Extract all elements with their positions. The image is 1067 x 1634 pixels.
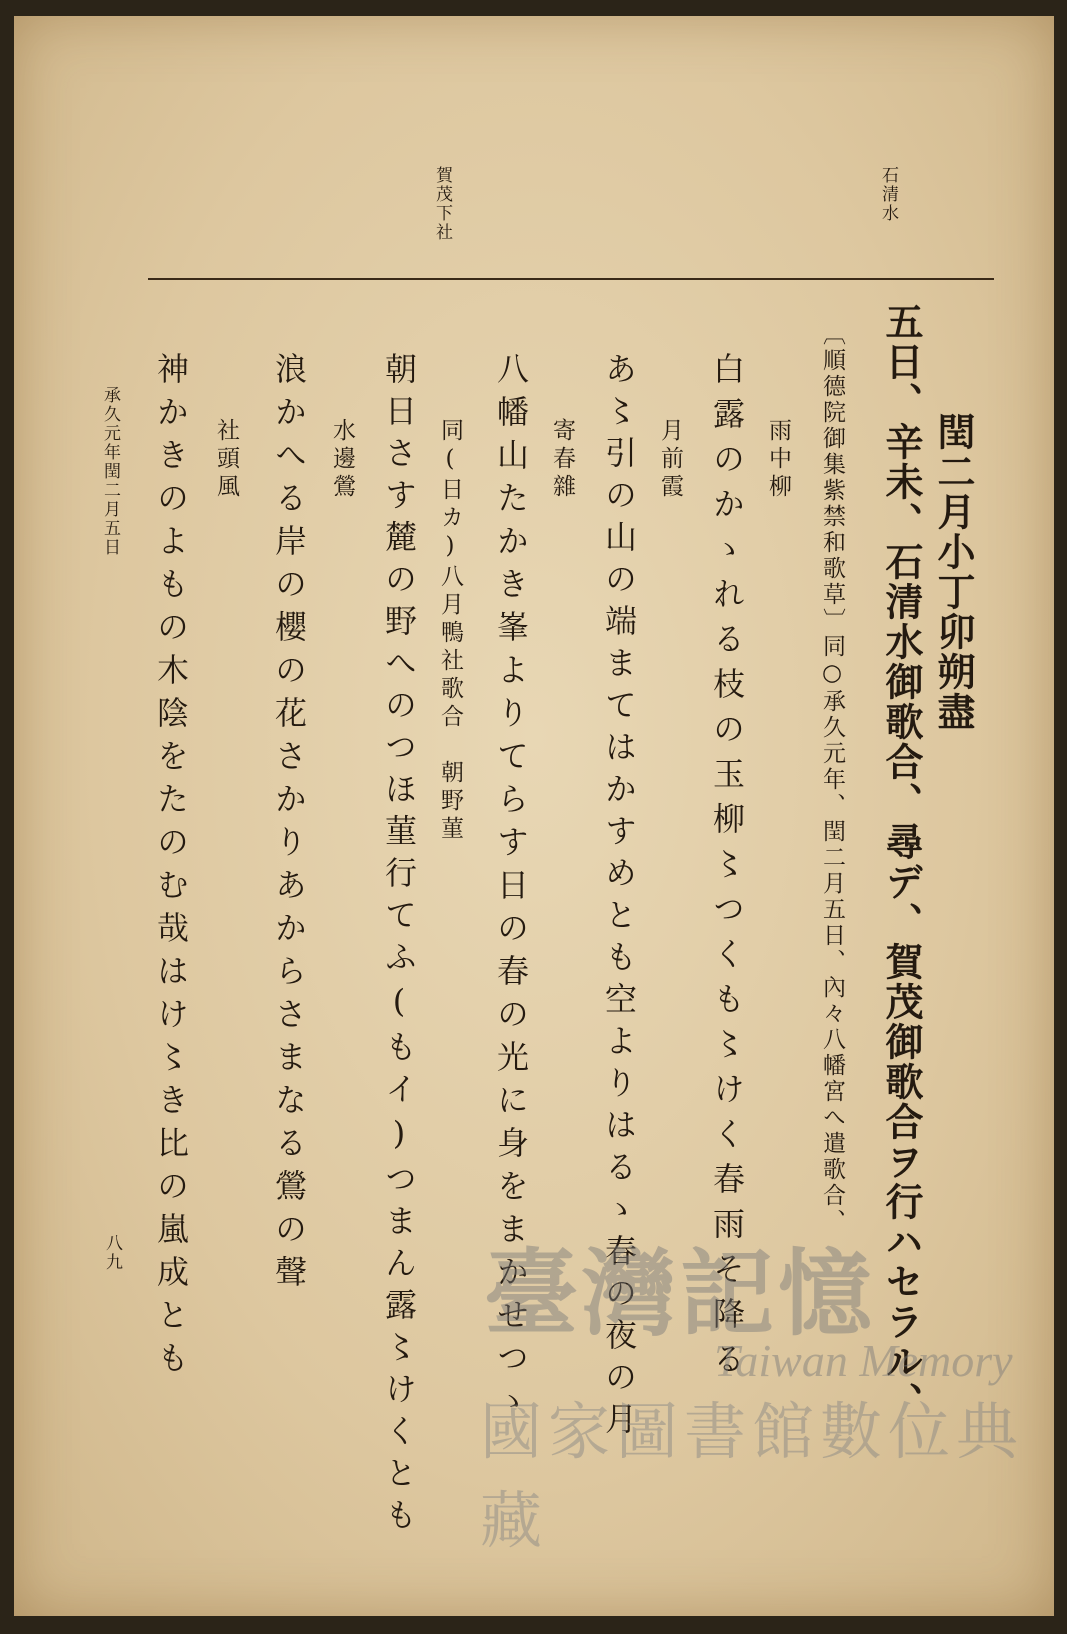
poem-topic: 同(日カ)八月鴨社歌合 朝野菫 bbox=[437, 418, 463, 844]
watermark-title: 臺灣記憶 bbox=[484, 1239, 877, 1349]
poem-line: 白露のかゝれる枝の玉柳〻つくも〻けく春雨そ降る bbox=[708, 352, 746, 1387]
margin-date: 承久元年閏二月五日 bbox=[100, 386, 120, 557]
running-head-mid: 賀茂下社 bbox=[432, 166, 452, 242]
entry-heading: 五日、辛未、石清水御歌合、尋デ、賀茂御歌合ヲ行ハセラル、 bbox=[879, 302, 924, 1422]
poem-topic: 水邊鶯 bbox=[329, 418, 355, 502]
page-number: 八九 bbox=[102, 1234, 122, 1272]
poem-line: あ〻引の山の端まてはかすめとも空よりはるゝ春の夜の月 bbox=[600, 352, 638, 1444]
poem-topic: 寄春雜 bbox=[549, 418, 575, 502]
watermark-title-en: Taiwan Memory bbox=[714, 1335, 1013, 1386]
source-citation: 〔順德院御集紫禁和歌草〕同○承久元年、閏二月五日、內々八幡宮へ遣歌合、 bbox=[819, 322, 845, 1235]
month-heading: 閏二月小丁卯朔盡 bbox=[931, 412, 976, 732]
poem-topic: 月前霞 bbox=[657, 418, 683, 502]
header-rule bbox=[148, 278, 994, 280]
poem-line: 八幡山たかき峯よりてらす日の春の光に身をまかせつゝ bbox=[492, 352, 530, 1427]
poem-topic: 雨中柳 bbox=[765, 418, 791, 502]
poem-line: 浪かへる岸の櫻の花さかりあからさまなる鶯の聲 bbox=[270, 352, 308, 1298]
poem-line: 神かきのよもの木陰をたのむ哉はけ〻き比の嵐成とも bbox=[152, 352, 190, 1384]
poem-line: 朝日さす麓の野へのつほ菫行てふ(もイ)つまん露〻けくとも bbox=[380, 352, 418, 1540]
scanned-page bbox=[14, 16, 1054, 1616]
poem-topic: 社頭風 bbox=[213, 418, 239, 502]
running-head-right: 石清水 bbox=[878, 166, 898, 223]
watermark-library: 國家圖書館數位典藏 bbox=[480, 1395, 1025, 1557]
